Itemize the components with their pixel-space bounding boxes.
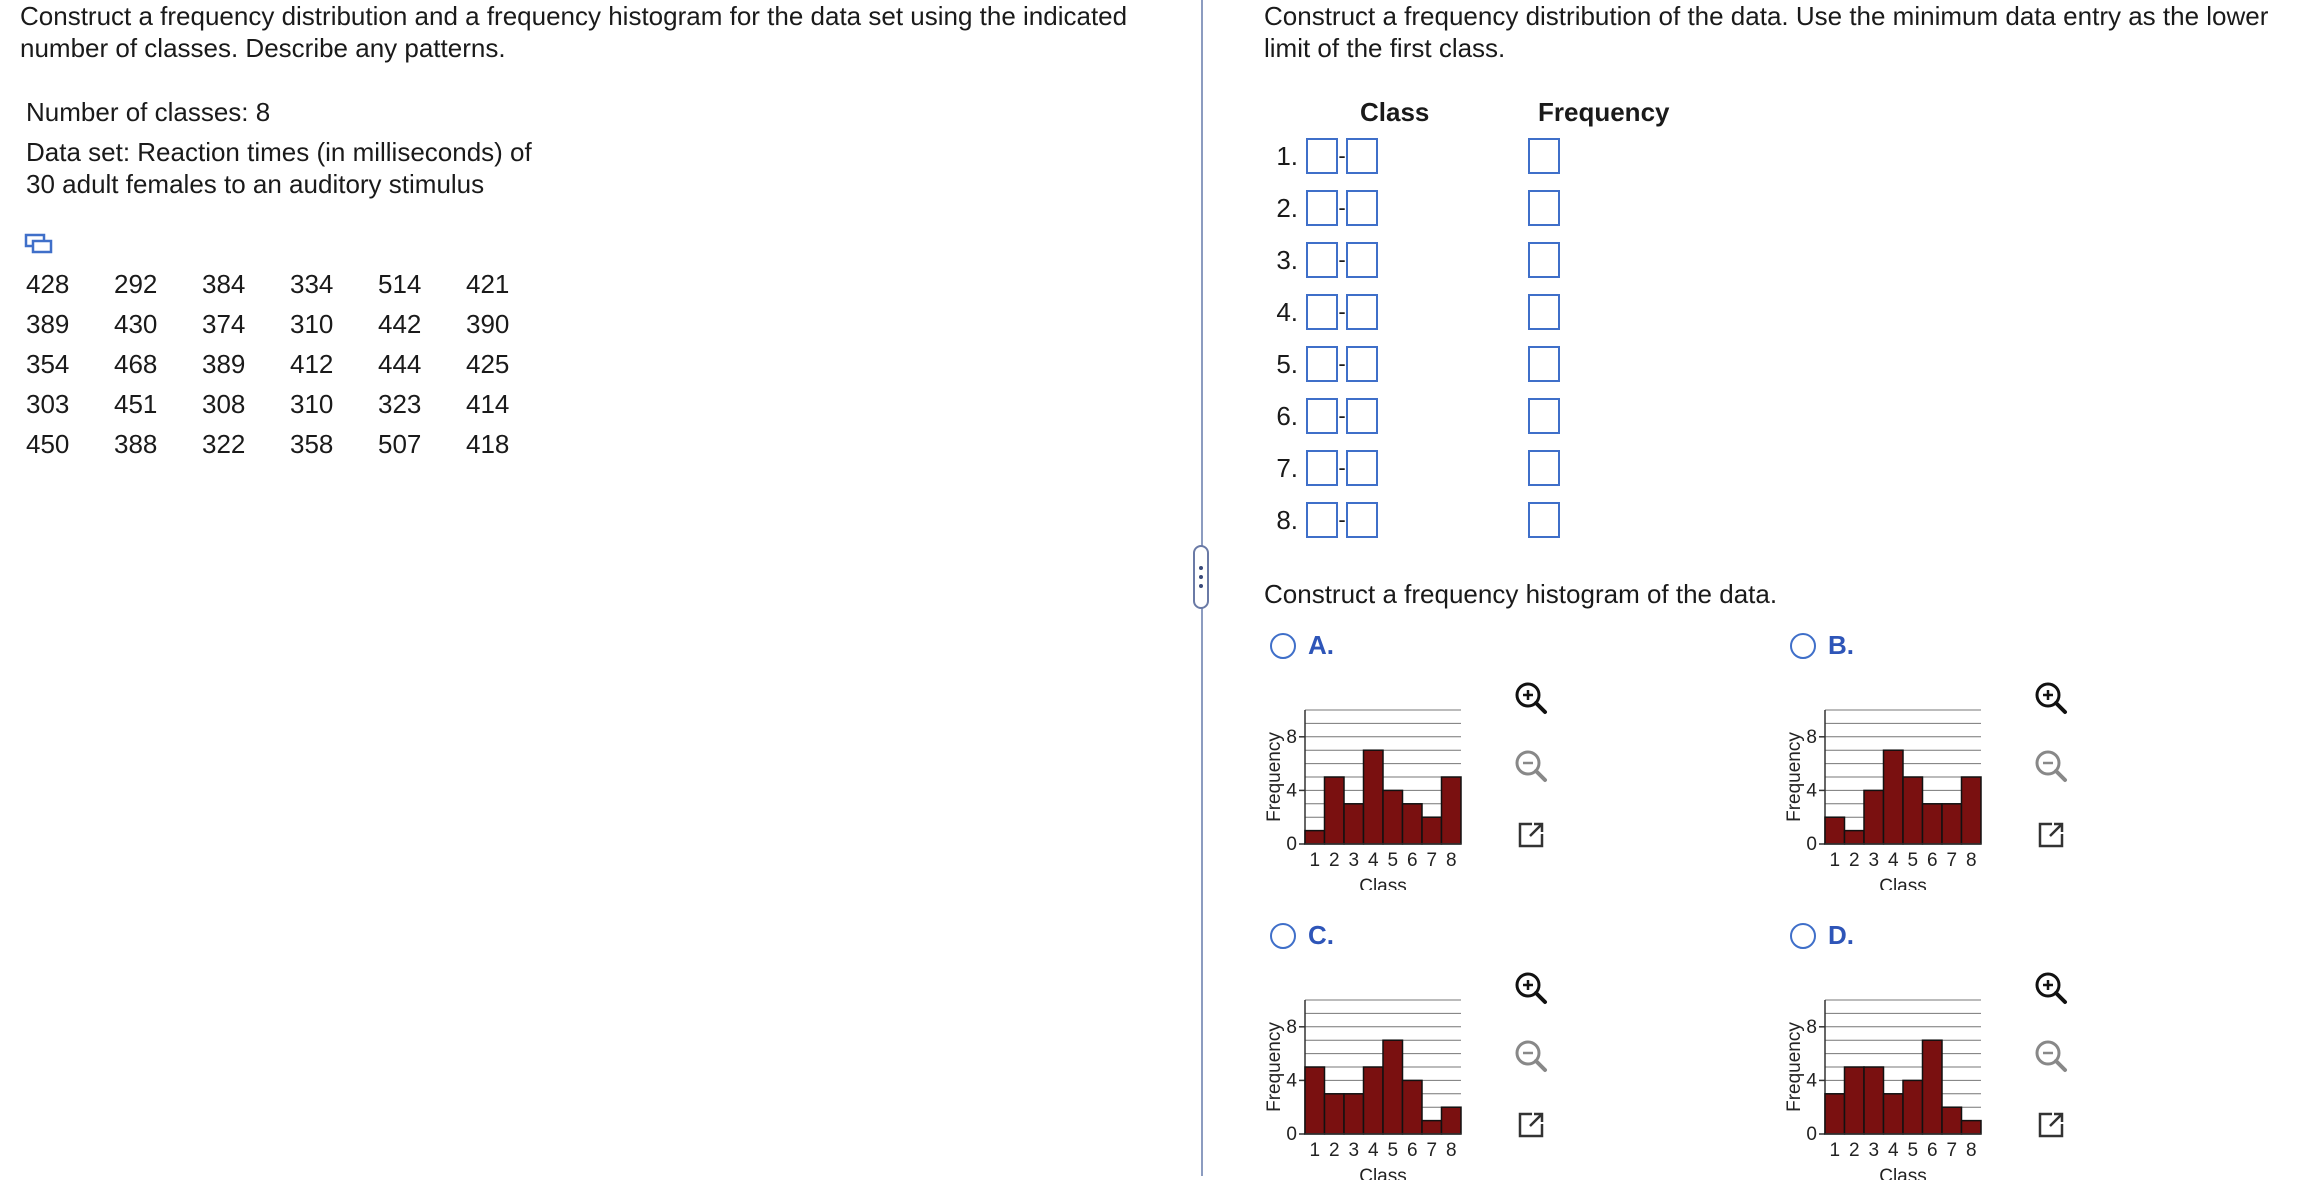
x-tick-label: 2: [1328, 1140, 1340, 1161]
data-value: 354: [26, 349, 70, 379]
frequency-table-row: [1238, 500, 1560, 540]
class-range-dash: -: [1338, 195, 1346, 220]
frequency-table-row: [1238, 396, 1560, 436]
histogram-bar: [1325, 777, 1345, 844]
data-table-row: [26, 304, 554, 344]
column-header-frequency: Frequency: [1538, 97, 1670, 127]
zoom-in-icon[interactable]: [2028, 676, 2074, 722]
x-tick-label: 8: [1965, 850, 1977, 871]
row-number: 8.: [1276, 504, 1298, 535]
frequency-table-row: [1238, 188, 1560, 228]
histogram-chart: [1780, 980, 2010, 1187]
data-table-row: [26, 264, 554, 304]
class-lower-limit-input[interactable]: [1306, 138, 1338, 174]
y-tick-label: 4: [1806, 1070, 1817, 1092]
class-upper-limit-input[interactable]: [1346, 242, 1378, 278]
number-of-classes: Number of classes: 8: [26, 97, 271, 127]
frequency-table-row: [1238, 344, 1560, 384]
popout-icon[interactable]: [2028, 812, 2074, 858]
histogram-bar: [1962, 777, 1982, 844]
y-tick-label: 8: [1806, 726, 1817, 748]
data-value: 414: [466, 389, 510, 419]
class-range-dash: -: [1338, 143, 1346, 168]
histogram-bar: [1403, 804, 1423, 844]
data-table: [26, 264, 554, 464]
row-number: 3.: [1276, 244, 1298, 275]
row-number: 7.: [1276, 452, 1298, 483]
histogram-bar: [1442, 1107, 1462, 1134]
data-table-row: [26, 344, 554, 384]
histogram-bar: [1942, 804, 1962, 844]
data-value: 389: [26, 309, 70, 339]
zoom-in-icon[interactable]: [2028, 966, 2074, 1012]
class-range-dash: -: [1338, 351, 1346, 376]
class-range-dash: -: [1338, 507, 1346, 532]
histogram-bar: [1884, 1094, 1904, 1134]
option-radio-c[interactable]: [1270, 923, 1296, 949]
histogram-bar: [1903, 777, 1923, 844]
data-value: 507: [378, 429, 422, 459]
histogram-bar: [1344, 1094, 1364, 1134]
class-upper-limit-input[interactable]: [1346, 398, 1378, 434]
y-tick-label: 0: [1806, 834, 1817, 855]
frequency-input[interactable]: [1528, 190, 1560, 226]
left-instructions-line1: Construct a frequency distribution and a frequency histogram for the data set using the indicated: [20, 1, 1128, 31]
class-range-dash: -: [1338, 455, 1346, 480]
option-label[interactable]: A.: [1308, 630, 1334, 660]
x-tick-label: 6: [1926, 1140, 1938, 1161]
class-upper-limit-input[interactable]: [1346, 138, 1378, 174]
x-axis-label: Class: [1879, 876, 1927, 890]
row-number: 6.: [1276, 400, 1298, 431]
data-value: 430: [114, 309, 158, 339]
histogram-chart: [1780, 690, 2010, 897]
zoom-in-icon[interactable]: [1508, 966, 1554, 1012]
data-value: 390: [466, 309, 510, 339]
x-tick-label: 6: [1406, 850, 1418, 871]
class-lower-limit-input[interactable]: [1306, 242, 1338, 278]
histogram-bar: [1864, 790, 1884, 844]
right-instructions-line1: Construct a frequency distribution of the data. Use the minimum data entry as the lower: [1264, 1, 2269, 31]
y-tick-label: 8: [1286, 1016, 1297, 1038]
x-tick-label: 2: [1328, 850, 1340, 871]
y-tick-label: 8: [1286, 726, 1297, 748]
class-upper-limit-input[interactable]: [1346, 502, 1378, 538]
data-set-label-line1: Data set: Reaction times (in milliseconds) of: [26, 137, 532, 167]
frequency-input[interactable]: [1528, 450, 1560, 486]
row-number: 2.: [1276, 192, 1298, 223]
x-tick-label: 5: [1907, 850, 1919, 871]
x-tick-label: 1: [1309, 1140, 1321, 1161]
x-tick-label: 4: [1367, 850, 1379, 871]
data-value: 444: [378, 349, 422, 379]
frequency-input[interactable]: [1528, 502, 1560, 538]
popout-icon[interactable]: [2028, 1102, 2074, 1148]
zoom-out-icon[interactable]: [2028, 1034, 2074, 1080]
class-range-dash: -: [1338, 247, 1346, 272]
x-tick-label: 1: [1829, 850, 1841, 871]
data-value: 384: [202, 269, 246, 299]
class-lower-limit-input[interactable]: [1306, 398, 1338, 434]
histogram-bar: [1884, 750, 1904, 844]
histogram-bar: [1383, 1040, 1403, 1134]
class-range-dash: -: [1338, 299, 1346, 324]
histogram-prompt: Construct a frequency histogram of the data.: [1264, 579, 1778, 609]
histogram-bar: [1422, 817, 1442, 844]
data-value: 425: [466, 349, 510, 379]
histogram-bar: [1942, 1107, 1962, 1134]
data-value: 310: [290, 389, 334, 419]
class-upper-limit-input[interactable]: [1346, 450, 1378, 486]
x-tick-label: 4: [1367, 1140, 1379, 1161]
y-axis-label: Frequency: [1264, 732, 1285, 822]
data-value: 334: [290, 269, 334, 299]
class-upper-limit-input[interactable]: [1346, 294, 1378, 330]
data-value: 374: [202, 309, 246, 339]
data-value: 428: [26, 269, 70, 299]
frequency-input[interactable]: [1528, 138, 1560, 174]
data-table-row: [26, 424, 554, 464]
histogram-bar: [1364, 1067, 1384, 1134]
right-instructions-line2: limit of the first class.: [1264, 33, 1506, 63]
y-tick-label: 0: [1806, 1124, 1817, 1145]
x-axis-label: Class: [1879, 1166, 1927, 1180]
histogram-bar: [1825, 817, 1845, 844]
frequency-table-row: [1238, 136, 1560, 176]
data-set-label-line2: 30 adult females to an auditory stimulus: [26, 169, 485, 199]
x-axis-label: Class: [1359, 1166, 1407, 1180]
x-axis-label: Class: [1359, 876, 1407, 890]
option-radio-a[interactable]: [1270, 633, 1296, 659]
option-radio-d[interactable]: [1790, 923, 1816, 949]
left-instructions-line2: number of classes. Describe any patterns.: [20, 33, 506, 63]
row-number: 5.: [1276, 348, 1298, 379]
frequency-input[interactable]: [1528, 294, 1560, 330]
data-value: 418: [466, 429, 510, 459]
histogram-bar: [1383, 790, 1403, 844]
y-tick-label: 8: [1806, 1016, 1817, 1038]
class-upper-limit-input[interactable]: [1346, 190, 1378, 226]
data-value: 388: [114, 429, 158, 459]
x-tick-label: 6: [1926, 850, 1938, 871]
data-value: 292: [114, 269, 158, 299]
y-axis-label: Frequency: [1784, 732, 1805, 822]
y-tick-label: 0: [1286, 1124, 1297, 1145]
frequency-table-row: [1238, 292, 1560, 332]
frequency-table-row: [1238, 448, 1560, 488]
popout-icon[interactable]: [1508, 812, 1554, 858]
data-value: 412: [290, 349, 334, 379]
x-tick-label: 2: [1848, 1140, 1860, 1161]
option-radio-b[interactable]: [1790, 633, 1816, 659]
histogram-chart: [1260, 690, 1490, 897]
zoom-in-icon[interactable]: [1508, 676, 1554, 722]
row-number: 4.: [1276, 296, 1298, 327]
data-value: 450: [26, 429, 70, 459]
histogram-bar: [1403, 1080, 1423, 1134]
data-value: 421: [466, 269, 510, 299]
histogram-bar: [1845, 831, 1865, 844]
x-tick-label: 5: [1387, 1140, 1399, 1161]
pane-resize-handle[interactable]: [1193, 545, 1209, 609]
histogram-chart: [1260, 980, 1490, 1187]
option-label[interactable]: C.: [1308, 920, 1334, 950]
x-tick-label: 4: [1887, 850, 1899, 871]
histogram-bar: [1325, 1094, 1345, 1134]
x-tick-label: 4: [1887, 1140, 1899, 1161]
x-tick-label: 7: [1946, 850, 1958, 871]
x-tick-label: 3: [1868, 1140, 1880, 1161]
data-value: 322: [202, 429, 246, 459]
x-tick-label: 7: [1426, 1140, 1438, 1161]
histogram-bar: [1903, 1080, 1923, 1134]
x-tick-label: 8: [1445, 850, 1457, 871]
x-tick-label: 5: [1907, 1140, 1919, 1161]
zoom-out-icon[interactable]: [1508, 744, 1554, 790]
x-tick-label: 7: [1946, 1140, 1958, 1161]
popout-icon[interactable]: [1508, 1102, 1554, 1148]
class-upper-limit-input[interactable]: [1346, 346, 1378, 382]
frequency-table-row: [1238, 240, 1560, 280]
option-label[interactable]: D.: [1828, 920, 1854, 950]
class-lower-limit-input[interactable]: [1306, 190, 1338, 226]
histogram-bar: [1864, 1067, 1884, 1134]
histogram-bar: [1962, 1121, 1982, 1134]
frequency-input[interactable]: [1528, 346, 1560, 382]
x-tick-label: 7: [1426, 850, 1438, 871]
histogram-bar: [1442, 777, 1462, 844]
x-tick-label: 5: [1387, 850, 1399, 871]
zoom-out-icon[interactable]: [2028, 744, 2074, 790]
x-tick-label: 3: [1868, 850, 1880, 871]
histogram-bar: [1923, 1040, 1943, 1134]
histogram-bar: [1923, 804, 1943, 844]
histogram-bar: [1344, 804, 1364, 844]
option-label[interactable]: B.: [1828, 630, 1854, 660]
class-lower-limit-input[interactable]: [1306, 346, 1338, 382]
data-value: 303: [26, 389, 70, 419]
frequency-input[interactable]: [1528, 242, 1560, 278]
data-value: 310: [290, 309, 334, 339]
copy-icon[interactable]: [24, 232, 56, 260]
data-value: 514: [378, 269, 422, 299]
data-value: 389: [202, 349, 246, 379]
x-tick-label: 3: [1348, 850, 1360, 871]
histogram-bar: [1305, 1067, 1325, 1134]
data-table-row: [26, 384, 554, 424]
histogram-bar: [1305, 831, 1325, 844]
histogram-bar: [1825, 1094, 1845, 1134]
x-tick-label: 8: [1965, 1140, 1977, 1161]
class-lower-limit-input[interactable]: [1306, 450, 1338, 486]
x-tick-label: 6: [1406, 1140, 1418, 1161]
x-tick-label: 8: [1445, 1140, 1457, 1161]
frequency-input[interactable]: [1528, 398, 1560, 434]
y-tick-label: 4: [1286, 1070, 1297, 1092]
class-range-dash: -: [1338, 403, 1346, 428]
data-value: 442: [378, 309, 422, 339]
class-lower-limit-input[interactable]: [1306, 502, 1338, 538]
row-number: 1.: [1276, 140, 1298, 171]
data-value: 358: [290, 429, 334, 459]
y-axis-label: Frequency: [1784, 1022, 1805, 1112]
y-tick-label: 0: [1286, 834, 1297, 855]
data-value: 451: [114, 389, 158, 419]
column-header-class: Class: [1360, 97, 1430, 127]
y-tick-label: 4: [1806, 780, 1817, 802]
x-tick-label: 2: [1848, 850, 1860, 871]
data-value: 308: [202, 389, 246, 419]
x-tick-label: 1: [1829, 1140, 1841, 1161]
histogram-bar: [1422, 1121, 1442, 1134]
histogram-bar: [1364, 750, 1384, 844]
x-tick-label: 1: [1309, 850, 1321, 871]
data-value: 468: [114, 349, 158, 379]
y-tick-label: 4: [1286, 780, 1297, 802]
class-lower-limit-input[interactable]: [1306, 294, 1338, 330]
x-tick-label: 3: [1348, 1140, 1360, 1161]
histogram-bar: [1845, 1067, 1865, 1134]
data-value: 323: [378, 389, 422, 419]
y-axis-label: Frequency: [1264, 1022, 1285, 1112]
zoom-out-icon[interactable]: [1508, 1034, 1554, 1080]
